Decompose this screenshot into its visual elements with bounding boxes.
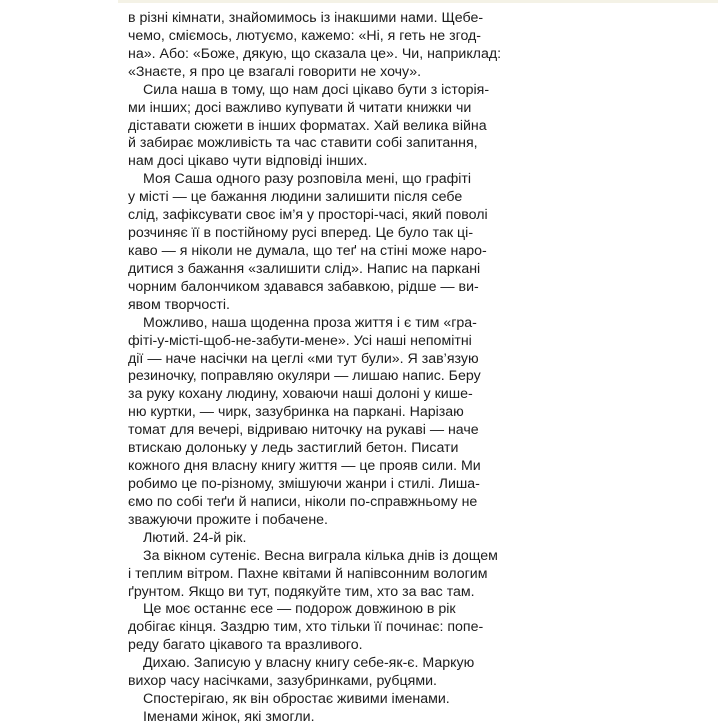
text-line: Це моє останнє есе — подорож довжиною в рік (143, 601, 456, 618)
text-line: нам досі цікаво чути відповіді інших. (128, 153, 368, 170)
text-line: слід, зафіксувати своє ім’я у просторі-часі, який поволі (128, 207, 488, 224)
text-line: фіті-у-місті-щоб-не-забути-мене». Усі наші непомітні (128, 332, 472, 349)
text-line: розчиняє її в постійному русі вперед. Це було так ці- (128, 225, 474, 242)
text-line: За вікном сутеніє. Весна виграла кілька днів із дощем (143, 547, 498, 564)
text-line: Спостерігаю, як він обростає живими іменами. (143, 691, 450, 708)
text-line: за руку кохану людину, ховаючи наші долоні у кише- (128, 386, 473, 403)
text-line: ємо по собі теґи й написи, ніколи по-справжньому не (128, 493, 478, 510)
text-line: і теплим вітром. Пахне квітами й напівсонним вологим (128, 565, 488, 582)
text-line: каво — я ніколи не думала, що теґ на стіні може наро- (128, 242, 487, 259)
text-line: ґрунтом. Якщо ви тут, подякуйте тим, хто за вас там. (128, 583, 475, 600)
text-line: Моя Саша одного разу розповіла мені, що графіті (143, 171, 472, 188)
text-line: реду багато цікавого та вразливого. (128, 637, 363, 654)
text-line: Сила наша в тому, що нам досі цікаво бути з історія- (143, 81, 490, 98)
text-line: діставати сюжети в інших форматах. Хай велика війна (128, 117, 487, 134)
text-line: Дихаю. Записую у власну книгу себе-як-є. Маркую (143, 655, 475, 672)
text-line: томат для вечері, відриваю ниточку на рукаві — наче (128, 422, 479, 439)
text-line: чемо, сміємось, лютуємо, кажемо: «Ні, я геть не згод- (128, 27, 482, 44)
essay-text (128, 10, 588, 727)
text-line: явом творчості. (128, 296, 230, 313)
text-line: в різні кімнати, знайомимось із інакшими нами. Щебе- (128, 10, 484, 26)
text-line: Іменами жінок, які змогли. (143, 708, 315, 725)
text-line: ню куртки, — чирк, зазубринка на паркані. Нарізаю (128, 404, 464, 421)
text-line: дитися з бажання «залишити слід». Напис на паркані (128, 260, 481, 277)
text-line: Лютий. 24-й рік. (143, 529, 247, 546)
text-line: ми інших; досі важливо купувати й читати книжки чи (128, 99, 472, 116)
text-line: зважуючи прожите і побачене. (128, 511, 328, 528)
text-line: чорним балончиком здавався забавкою, рідше — ви- (128, 278, 479, 295)
text-line: у місті — це бажання людини залишити після себе (128, 189, 463, 206)
text-line: вихор часу насічками, зазубринками, рубцями. (128, 673, 437, 690)
text-line: робимо це по-різному, змішуючи жанри і стилі. Лиша- (128, 475, 480, 492)
text-line: й забирає можливість та час ставити собі запитання, (128, 135, 478, 152)
text-line: дії — наче насічки на цеглі «ми тут були». Я зав’язую (128, 350, 479, 367)
text-line: кожного дня власну книгу життя — це прояв сили. Ми (128, 458, 481, 475)
page-edge-strip (118, 0, 718, 3)
text-line: Можливо, наша щоденна проза життя і є тим «гра- (143, 314, 477, 331)
text-line: на». Або: «Боже, дякую, що сказала це». Чи, наприклад: (128, 45, 502, 62)
text-line: резиночку, поправляю окуляри — лишаю напис. Беру (128, 368, 481, 385)
text-line: втискаю долоньку у ледь застиглий бетон. Писати (128, 440, 459, 457)
text-line: «Знаєте, я про це взагалі говорити не хочу». (128, 63, 422, 80)
text-line: добігає кінця. Заздрю тим, хто тільки її починає: попе- (128, 619, 484, 636)
